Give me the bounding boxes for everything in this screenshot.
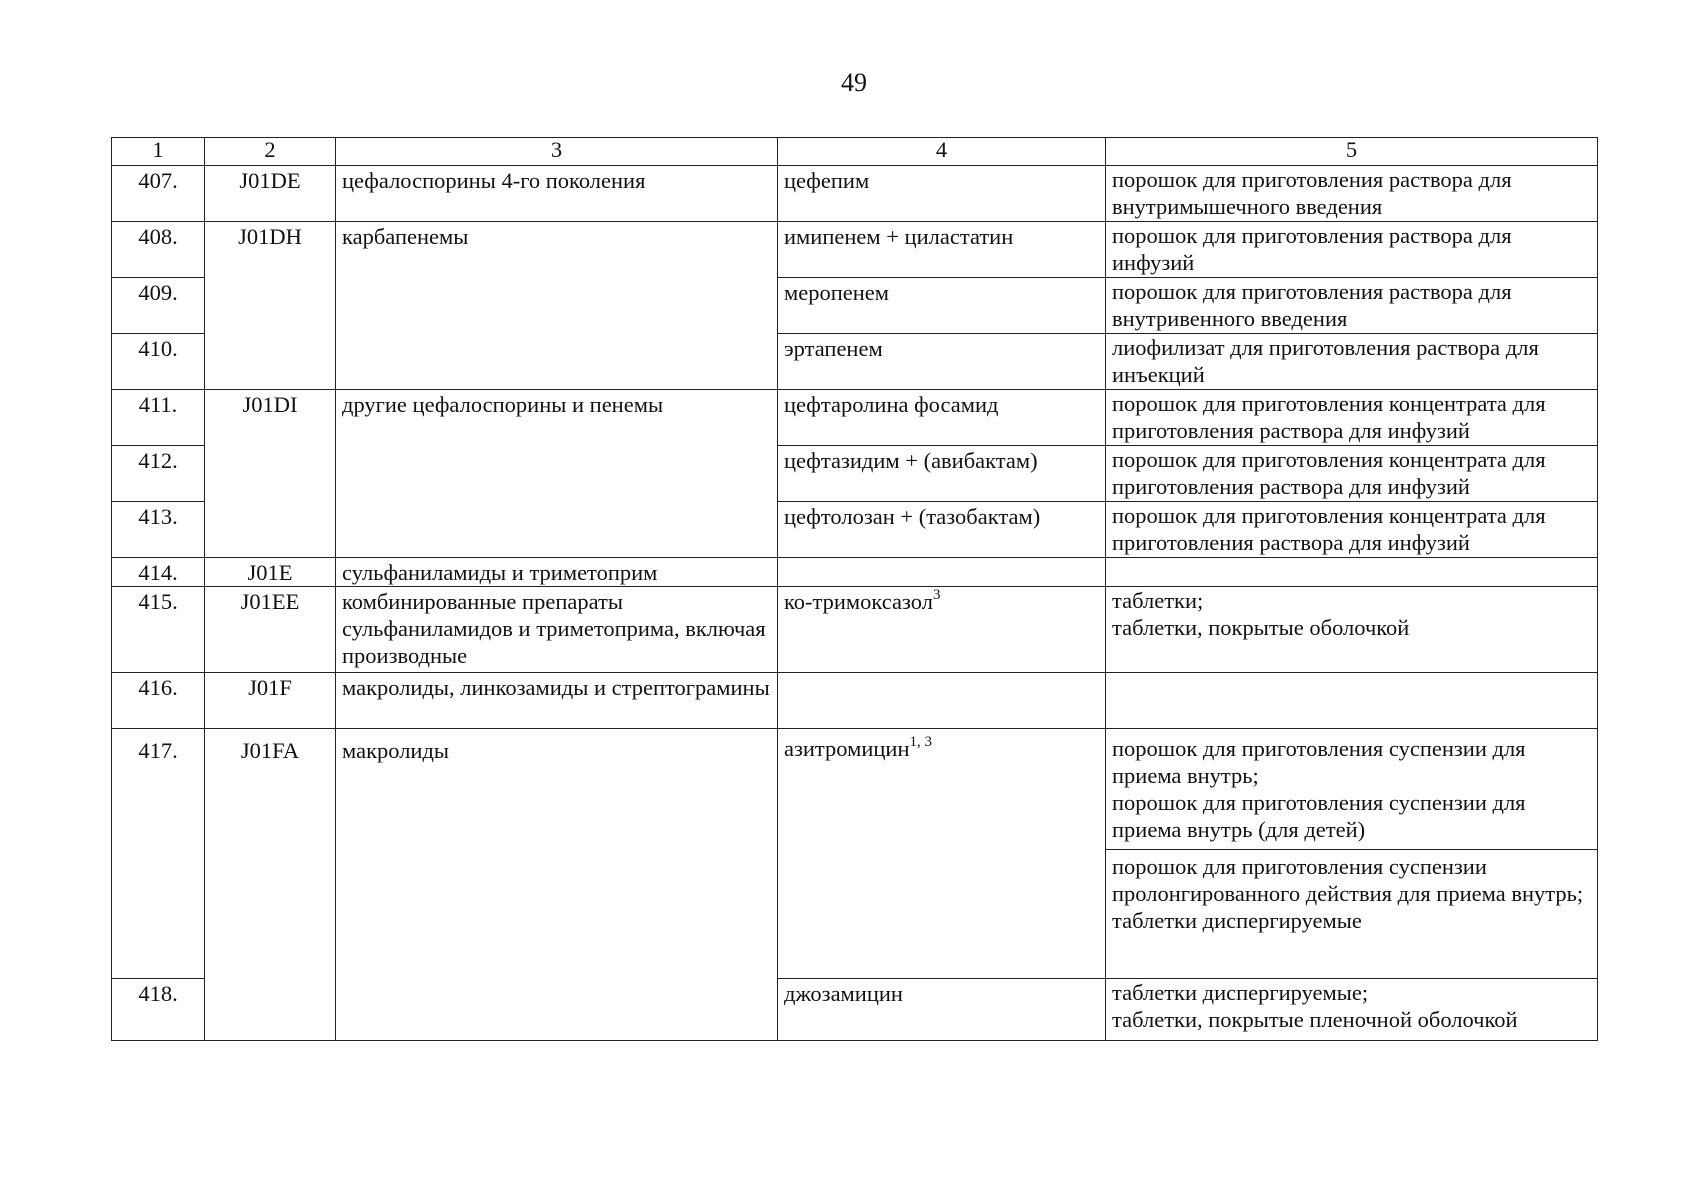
anatomical-group: макролиды — [336, 729, 778, 1041]
drug-name: цефтаролина фосамид — [778, 390, 1106, 446]
row-number: 413. — [112, 502, 205, 558]
table-row — [112, 166, 1598, 222]
anatomical-group: макролиды, линкозамиды и стрептограмины — [336, 673, 778, 729]
dosage-form: лиофилизат для приготовления раствора для инъекций — [1112, 335, 1539, 387]
anatomical-group: другие цефалоспорины и пенемы — [336, 390, 778, 558]
drug-name-cell — [778, 729, 1106, 979]
table-row — [112, 673, 1598, 729]
row-number: 411. — [112, 390, 205, 446]
row-number: 417. — [112, 729, 205, 979]
drug-name: меропенем — [778, 278, 1106, 334]
column-header: 3 — [336, 138, 778, 166]
row-number: 407. — [112, 166, 205, 222]
dosage-forms — [1106, 673, 1598, 729]
atc-code: J01DI — [205, 390, 336, 558]
dosage-form: порошок для приготовления концентрата для приготовления раствора для инфузий — [1112, 391, 1546, 443]
drug-name: ко-тримоксазол — [784, 589, 933, 614]
row-number: 409. — [112, 278, 205, 334]
dosage-forms — [1106, 390, 1598, 446]
table-row — [112, 729, 1598, 979]
dosage-form: порошок для приготовления суспензии пролонгированного действия для приема внутрь; — [1112, 854, 1584, 906]
footnote-marker: 1, 3 — [909, 733, 932, 750]
anatomical-group: карбапенемы — [336, 222, 778, 390]
table-row — [112, 222, 1598, 278]
drug-name: эртапенем — [778, 334, 1106, 390]
drug-name: цефтолозан + (тазобактам) — [778, 502, 1106, 558]
dosage-forms — [1106, 278, 1598, 334]
table-row — [112, 390, 1598, 446]
atc-code: J01F — [205, 673, 336, 729]
dosage-form: порошок для приготовления концентрата для приготовления раствора для инфузий — [1112, 447, 1546, 499]
row-number: 416. — [112, 673, 205, 729]
dosage-form: таблетки, покрытые оболочкой — [1112, 615, 1410, 640]
atc-code: J01EE — [205, 587, 336, 673]
dosage-forms — [1106, 166, 1598, 222]
row-number: 414. — [112, 558, 205, 587]
dosage-forms — [1106, 222, 1598, 278]
drug-name — [778, 673, 1106, 729]
drug-name-cell — [778, 587, 1106, 673]
atc-code: J01DE — [205, 166, 336, 222]
anatomical-group: комбинированные препараты сульфаниламидов и триметоприма, включая производные — [336, 587, 778, 673]
dosage-forms — [1106, 558, 1598, 587]
anatomical-group: сульфаниламиды и триметоприм — [336, 558, 778, 587]
dosage-form: порошок для приготовления раствора для внутримышечного введения — [1112, 167, 1512, 219]
dosage-form: таблетки диспергируемые; — [1112, 980, 1369, 1005]
dosage-forms — [1106, 729, 1598, 979]
dosage-forms — [1106, 334, 1598, 390]
drug-name: джозамицин — [778, 979, 1106, 1041]
footnote-marker: 3 — [932, 586, 941, 603]
dosage-forms — [1106, 979, 1598, 1041]
drug-table — [111, 137, 1598, 1041]
dosage-form: порошок для приготовления концентрата для приготовления раствора для инфузий — [1112, 503, 1546, 555]
column-header: 4 — [778, 138, 1106, 166]
column-header: 5 — [1106, 138, 1598, 166]
row-number: 412. — [112, 446, 205, 502]
row-number: 415. — [112, 587, 205, 673]
dosage-form: таблетки диспергируемые — [1112, 908, 1362, 933]
drug-name — [778, 558, 1106, 587]
dosage-forms — [1106, 446, 1598, 502]
anatomical-group: цефалоспорины 4-го поколения — [336, 166, 778, 222]
row-number: 408. — [112, 222, 205, 278]
drug-name: имипенем + циластатин — [778, 222, 1106, 278]
dosage-forms — [1106, 587, 1598, 673]
dosage-form: порошок для приготовления суспензии для приема внутрь; — [1112, 736, 1526, 788]
header-row — [112, 138, 1598, 166]
dosage-form-group — [1112, 735, 1591, 843]
dosage-form-group — [1106, 849, 1597, 934]
column-header: 1 — [112, 138, 205, 166]
table-row — [112, 587, 1598, 673]
column-header: 2 — [205, 138, 336, 166]
dosage-form: порошок для приготовления раствора для инфузий — [1112, 223, 1512, 275]
row-number: 418. — [112, 979, 205, 1041]
drug-name: цефтазидим + (авибактам) — [778, 446, 1106, 502]
atc-code: J01FA — [205, 729, 336, 1041]
row-number: 410. — [112, 334, 205, 390]
table-row — [112, 558, 1598, 587]
atc-code: J01E — [205, 558, 336, 587]
dosage-form: таблетки; — [1112, 588, 1204, 613]
page-number: 49 — [841, 68, 867, 97]
drug-name: азитромицин — [784, 736, 910, 761]
dosage-form: порошок для приготовления суспензии для приема внутрь (для детей) — [1112, 790, 1526, 842]
atc-code: J01DH — [205, 222, 336, 390]
drug-name: цефепим — [778, 166, 1106, 222]
dosage-form: таблетки, покрытые пленочной оболочкой — [1112, 1007, 1518, 1032]
dosage-forms — [1106, 502, 1598, 558]
dosage-form: порошок для приготовления раствора для внутривенного введения — [1112, 279, 1512, 331]
